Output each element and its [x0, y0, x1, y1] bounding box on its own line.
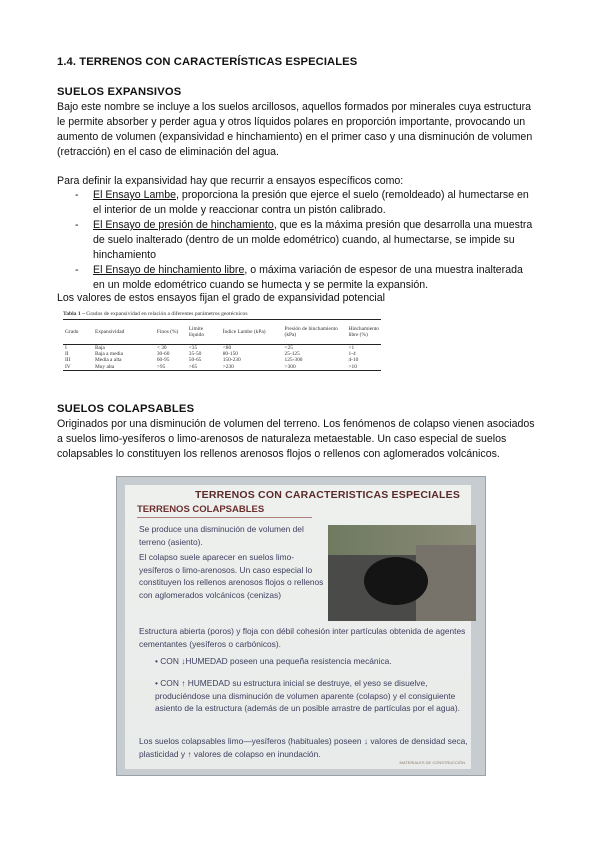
table-cell: >230 [222, 363, 234, 370]
ensayos-list [57, 188, 535, 293]
list-item [57, 218, 535, 263]
table-cell: 150-230 [222, 357, 241, 364]
table-row [63, 345, 381, 352]
slide-bullet-1: • CON ↓HUMEDAD poseen una pequeña resistencia mecánica. [155, 656, 392, 666]
table-cell: III [65, 357, 71, 364]
header-cell: Índice Lambe (kPa) [222, 328, 266, 335]
table-cell: 1-4 [348, 351, 356, 358]
table-cell: 4-10 [348, 357, 359, 364]
slide-screen [125, 485, 471, 769]
closing-sentence: Los valores de estos ensayos fijan el grado de expansividad potencial [57, 292, 386, 304]
table-cell: 60-95 [156, 357, 170, 364]
table-cell: >10 [348, 363, 357, 370]
table-cell: 125-300 [284, 357, 303, 364]
slide-divider [137, 517, 312, 518]
data-table [63, 319, 381, 371]
bullet-dash: - [75, 264, 79, 276]
section-title: 1.4. TERRENOS CON CARACTERÍSTICAS ESPECIALES [57, 56, 358, 68]
table-cell: 25-125 [284, 351, 300, 358]
table-cell: Baja a media [94, 351, 124, 358]
list-item-text: , o máxima variación de espesor de una muestra inalterada en un molde edométrico cuando se humecta y se permite la expansión. [93, 264, 523, 291]
list-item-text: , que es la máxima presión que desarrolla una muestra de suelo inalterado (dentro de un molde edométrico) cuando, al humectarse, se impide su hinchamiento [93, 219, 533, 261]
slide-photo [116, 476, 486, 776]
table-cell: <25 [284, 345, 293, 351]
slide-paragraph-2: El colapso suele aparecer en suelos limo-yesíferos o limo-arenosos. Un caso especial lo constituyen los rellenos arenosos flojos o rellenos con aglomerados volcánicos (cenizas) [139, 552, 324, 600]
table-cell: I [65, 345, 67, 351]
table-cell: <35 [188, 345, 198, 351]
table-header-row [63, 320, 381, 345]
slide-title: TERRENOS CON CARACTERISTICAS ESPECIALES [195, 489, 461, 501]
table-cell: Muy alta [94, 363, 115, 370]
table-cell: IV [65, 363, 71, 370]
slide-bullet-2: • CON ↑ HUMEDAD su estructura inicial se destruye, el yeso se disuelve, produciéndose una disminución de volumen aparente (colapso) y el consiguiente asiento de la estructura (además de un posible arrastre de partículas por el agua). [155, 678, 460, 713]
colapsables-paragraph: Originados por una disminución de volumen del terreno. Los fenómenos de colapso vienen asociados a suelos limo-yesíferos o limo-arenosos de naturaleza metaestable. Un caso especial de suelos colapsables lo constituyen los rellenos arenosos flojos o rellenos con aglomerados volcánicos. [57, 418, 535, 460]
table-cell: < 30 [156, 345, 167, 351]
ensayo-presion-link[interactable]: El Ensayo de presión de hinchamiento [93, 219, 274, 231]
table-cell: II [65, 351, 69, 358]
bullet-dash: - [75, 189, 79, 201]
header-cell: Presión de hinchamiento (kPa) [284, 325, 338, 338]
ensayos-intro: Para definir la expansividad hay que recurrir a ensayos específicos como: [57, 175, 404, 187]
expansivos-heading: SUELOS EXPANSIVOS [57, 86, 182, 98]
slide-paragraph-1: Se produce una disminución de volumen del terreno (asiento). [139, 524, 304, 547]
table-cell: 30-60 [156, 351, 170, 358]
table-cell: 50-65 [188, 357, 202, 364]
table-caption-label: Tabla 1 – [63, 311, 85, 317]
table-cell: >300 [284, 363, 296, 370]
table-cell: Media a alta [94, 357, 122, 364]
slide-footer: MATERIALES DE CONSTRUCCIÓN [399, 760, 465, 765]
slide-paragraph-4: Los suelos colapsables limo—yesíferos (habituales) poseen ↓ valores de densidad seca, plasticidad y ↑ valores de colapso en inundación. [139, 736, 468, 759]
ensayo-hinchamiento-link[interactable]: El Ensayo de hinchamiento libre [93, 264, 245, 276]
photo-sinkhole [364, 557, 428, 605]
slide-subtitle: TERRENOS COLAPSABLES [137, 504, 265, 515]
list-item-text: , proporciona la presión que ejerce el suelo (remoldeado) al humectarse en el interior de un molde y reaccionar contra un pistón calibrado. [93, 189, 529, 216]
table-caption [63, 311, 381, 318]
ensayo-lambe-link[interactable]: El Ensayo Lambe [93, 189, 177, 201]
list-item [57, 263, 535, 293]
header-cell: Hinchamiento libre (%) [348, 325, 379, 338]
table-caption-text: Grados de expansividad en relación a diferentes parámetros geotécnicos [86, 311, 248, 317]
list-item [57, 188, 535, 218]
header-cell: Expansividad [94, 328, 125, 335]
colapsables-heading: SUELOS COLAPSABLES [57, 403, 195, 415]
header-cell: Grado [65, 328, 79, 335]
table-cell: <80 [222, 345, 232, 351]
table-cell: 35-50 [188, 351, 202, 358]
expansivos-paragraph: Bajo este nombre se incluye a los suelos arcillosos, aquellos formados por minerales cuya estructura le permite absorber y perder agua y otros líquidos polares en proporción importante, provocando un aumento de volumen (expansividad e hinchamiento) en el primer caso y una disminución de volumen (retracción) en el caso de eliminación del agua. [57, 101, 533, 158]
table-cell: <1 [348, 345, 355, 351]
bullet-dash: - [75, 219, 79, 231]
table-cell: >65 [188, 363, 198, 370]
table-cell: >95 [156, 363, 166, 370]
table-row [63, 364, 381, 371]
header-cell: Finos (%) [156, 328, 179, 335]
table-cell: 80-150 [222, 351, 238, 358]
table-cell: Baja [94, 345, 105, 351]
header-cell: Límite líquido [188, 325, 205, 338]
slide-paragraph-3: Estructura abierta (poros) y floja con débil cohesión inter partículas obtenida de agentes cementantes (yesíferos o carbónicos). [139, 626, 466, 649]
expansividad-table [63, 311, 381, 371]
sinkhole-photo [328, 525, 476, 621]
